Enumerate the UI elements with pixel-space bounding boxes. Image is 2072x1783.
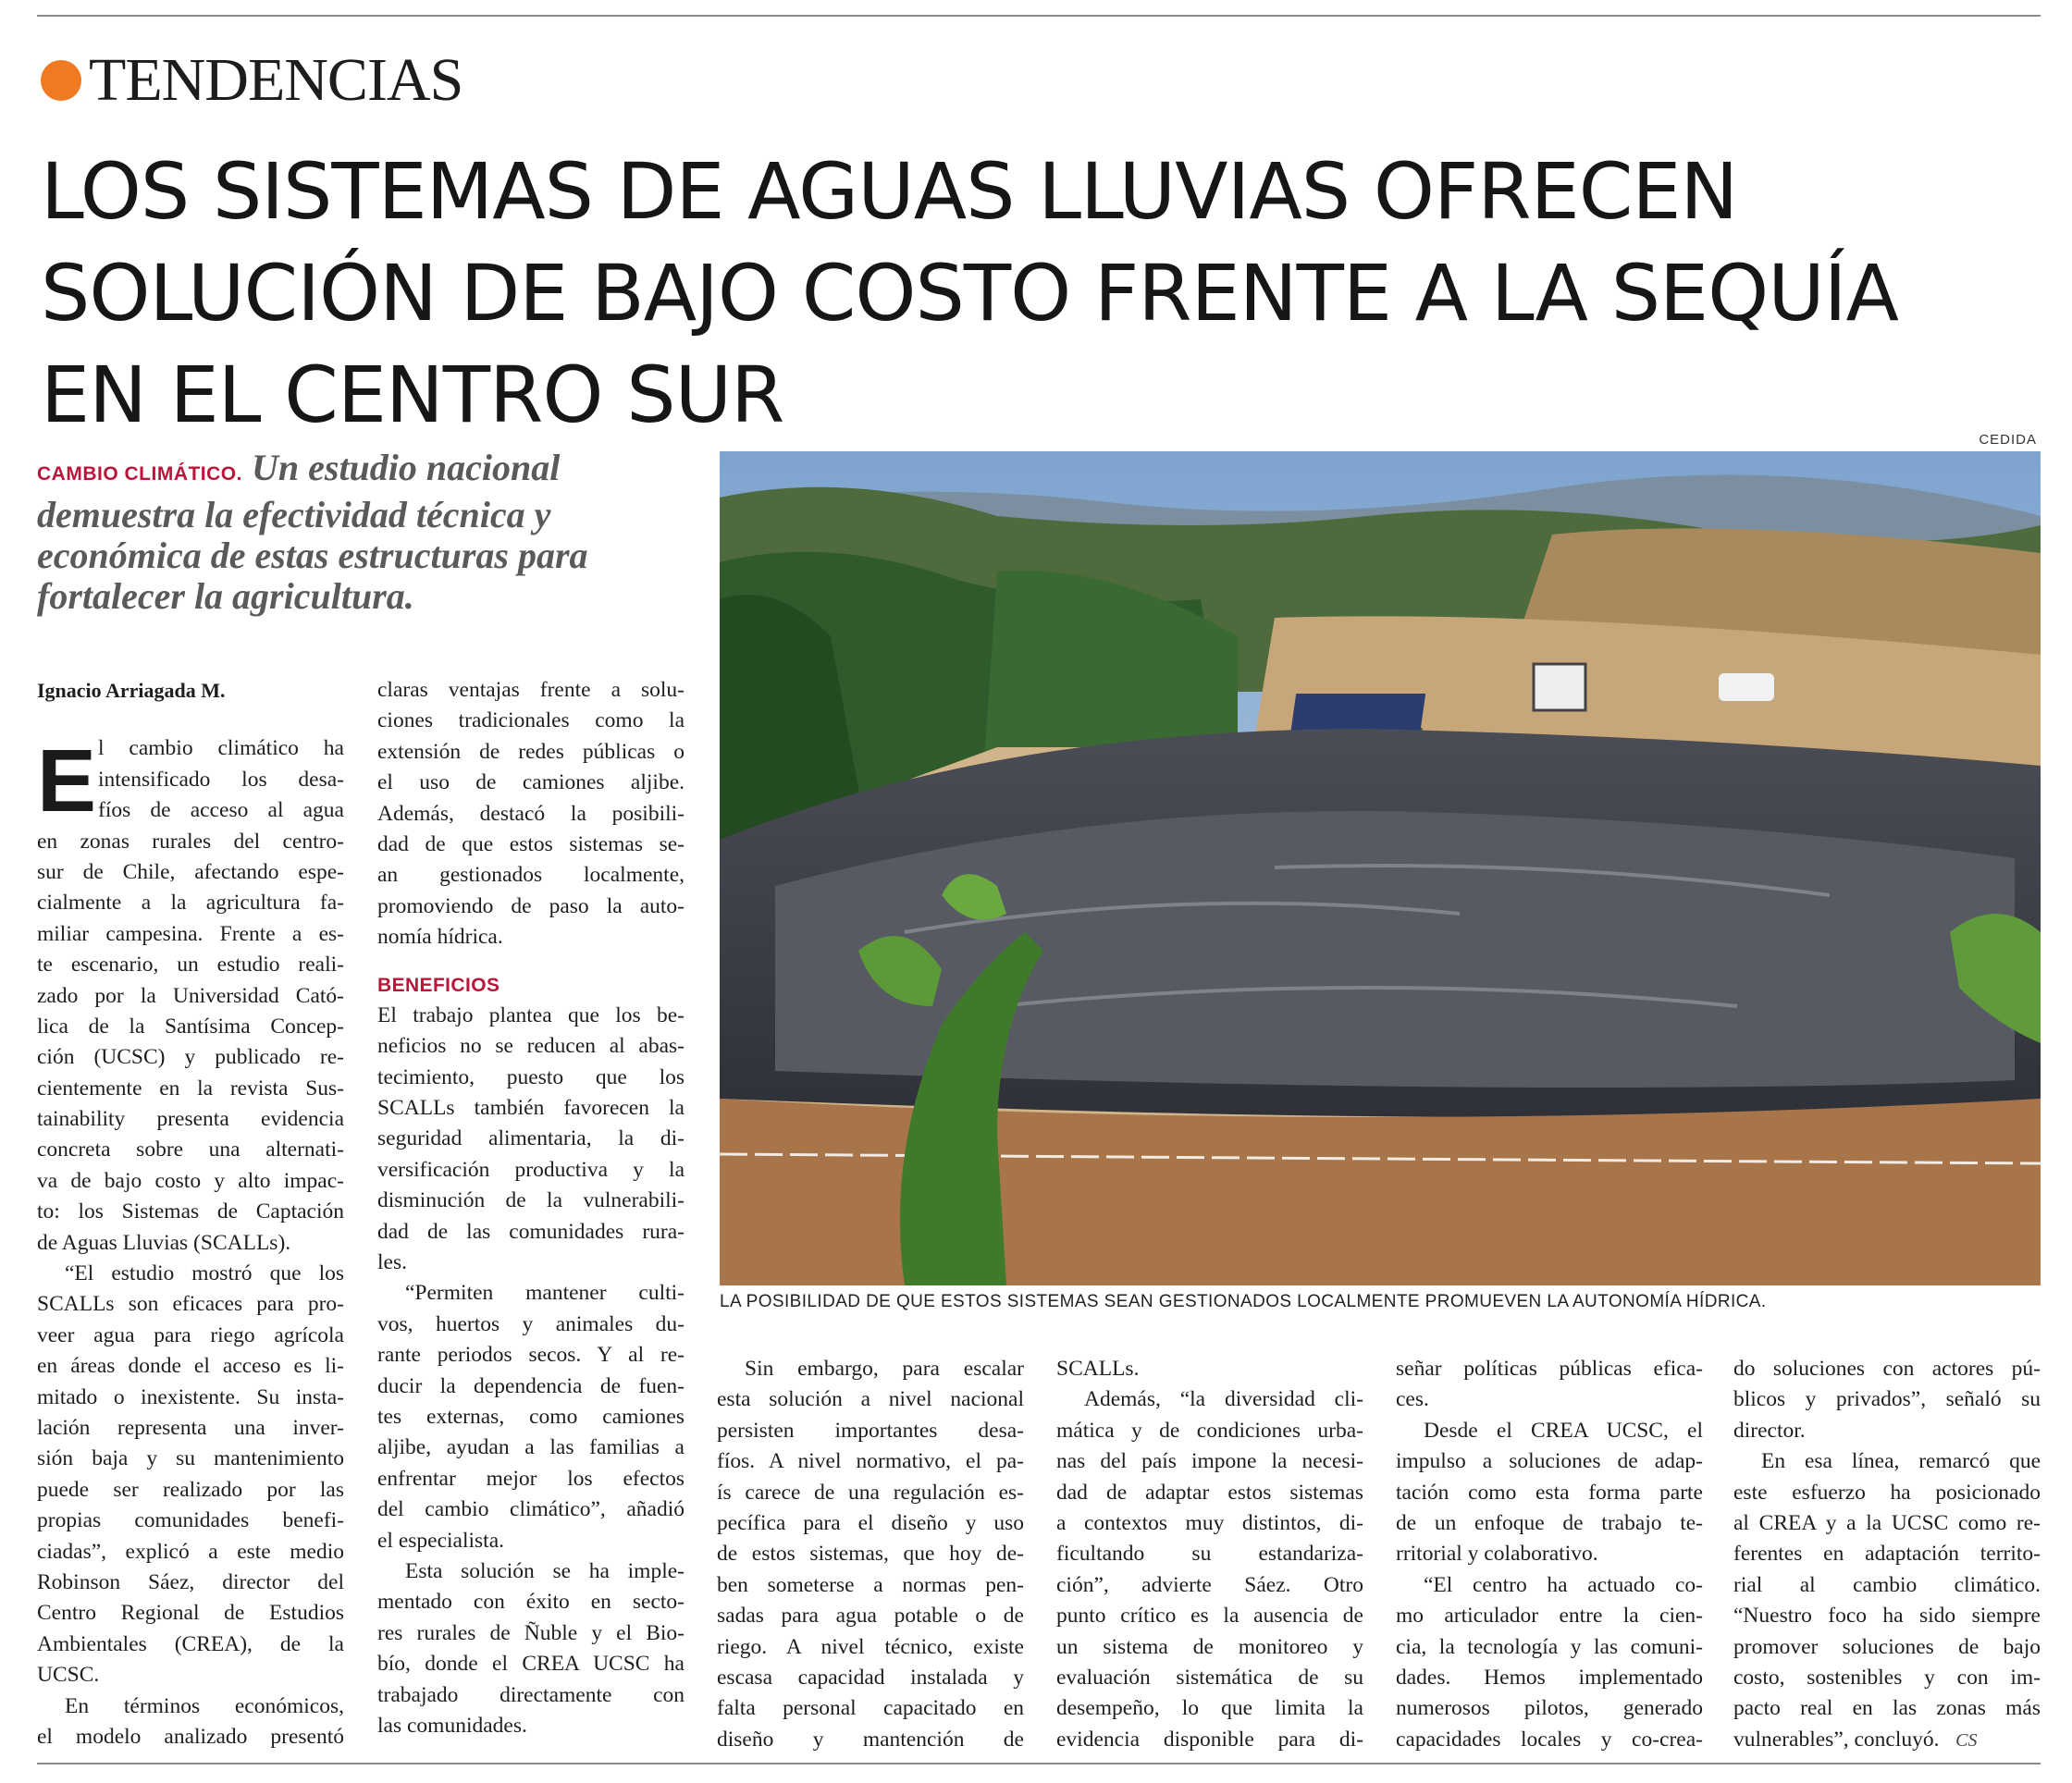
text-line: cialmente a la agricultura fa- <box>37 891 344 916</box>
headline-line: LOS SISTEMAS DE AGUAS LLUVIAS OFRECEN <box>41 146 1738 237</box>
text-line: este esfuerzo ha posicionado <box>1733 1480 2041 1505</box>
text-line: enfrentar mejor los efectos <box>377 1466 684 1491</box>
text-line: claras ventajas frente a solu- <box>377 678 684 702</box>
text-line: mática y de condiciones urba- <box>1056 1418 1363 1443</box>
text-line: costo, sostenibles y con im- <box>1733 1665 2041 1690</box>
deck-kicker: CAMBIO CLIMÁTICO. <box>37 463 242 485</box>
article-column-1 <box>37 675 344 1752</box>
reservoir-illustration <box>720 451 2041 1285</box>
text-line: ís carece de una regulación es- <box>717 1480 1024 1505</box>
text-line: persisten importantes desa- <box>717 1418 1024 1443</box>
text-line: El trabajo plantea que los be- <box>377 1002 684 1027</box>
photo-caption: LA POSIBILIDAD DE QUE ESTOS SISTEMAS SEAN GESTIONADOS LOCALMENTE PROMUEVEN LA AUTONOMÍA HÍDRICA. <box>720 1292 1767 1311</box>
text-line: nomía hídrica. <box>377 925 503 950</box>
article-column-4 <box>1056 1354 1363 1755</box>
text-line: sur de Chile, afectando espe- <box>37 859 344 884</box>
text-line: versificación productiva y la <box>377 1157 684 1182</box>
text-line: ces. <box>1396 1387 1429 1412</box>
text-line: Sin embargo, para escalar <box>745 1357 1024 1381</box>
text-line: pacto real en las zonas más <box>1733 1696 2041 1721</box>
text-line: ducir la dependencia de fuen- <box>377 1373 684 1398</box>
text-line: bío, donde el CREA UCSC ha <box>377 1652 684 1677</box>
text-line: extensión de redes públicas o <box>377 739 684 764</box>
drop-cap: E <box>37 732 97 831</box>
text-line: En términos económicos, <box>65 1693 344 1718</box>
text-line: cientemente en la revista Sus- <box>37 1076 344 1101</box>
text-line: punto crítico es la ausencia de <box>1056 1604 1363 1629</box>
text-line: Ambientales (CREA), de la <box>37 1631 344 1656</box>
photo-credit: CEDIDA <box>1979 432 2037 448</box>
text-line: intensificado los desa- <box>98 767 344 792</box>
text-line: “Nuestro foco ha sido siempre <box>1733 1604 2041 1629</box>
bottom-rule <box>37 1763 2041 1765</box>
section-tag <box>41 48 462 113</box>
text-line: evidencia disponible para di- <box>1056 1727 1363 1752</box>
text-line: capacidades locales y co-crea- <box>1396 1727 1703 1752</box>
text-line: ción”, advierte Sáez. Otro <box>1056 1572 1363 1597</box>
text-line: mentado con éxito en secto- <box>377 1590 684 1615</box>
text-line: ciadas”, explicó a este medio <box>37 1539 344 1564</box>
deck-text: Un estudio nacional demuestra la efectividad técnica y económica de estas estructuras para fortalecer la agricultura. <box>37 447 588 617</box>
text-line: lica de la Santísima Concep- <box>37 1014 344 1039</box>
text-line: pecífica para el diseño y uso <box>717 1510 1024 1535</box>
text-line: tecimiento, puesto que los <box>377 1064 684 1089</box>
text-line: promover soluciones de bajo <box>1733 1634 2041 1659</box>
text-line: de estos sistemas, que hoy de- <box>717 1542 1024 1567</box>
text-line: veer agua para riego agrícola <box>37 1322 344 1347</box>
text-line: diseño y mantención de <box>717 1727 1024 1752</box>
text-line: sadas para agua potable o de <box>717 1604 1024 1629</box>
text-line: mitado o inexistente. Su insta- <box>37 1384 344 1409</box>
article-column-2 <box>377 675 684 1741</box>
text-line: rial al cambio climático. <box>1733 1572 2041 1597</box>
text-line: desempeño, lo que limita la <box>1056 1696 1363 1721</box>
top-rule <box>37 15 2041 17</box>
text-line: miliar campesina. Frente a es- <box>37 921 344 946</box>
text-line: al CREA y a la UCSC como re- <box>1733 1510 2041 1535</box>
article-photo <box>720 451 2041 1285</box>
text-line: vos, huertos y animales du- <box>377 1311 684 1336</box>
text-line: “El estudio mostró que los <box>65 1261 344 1286</box>
byline: Ignacio Arriagada M. <box>37 679 226 702</box>
headline-line: EN EL CENTRO SUR <box>41 350 784 440</box>
text-line: SCALLs también favorecen la <box>377 1096 684 1121</box>
text-line: Esta solución se ha imple- <box>405 1558 684 1583</box>
text-line: vulnerables”, concluyó. <box>1733 1727 1940 1752</box>
end-mark-icon: CS <box>1955 1729 1978 1751</box>
text-line: trabajado directamente con <box>377 1682 684 1707</box>
text-line: en zonas rurales del centro- <box>37 829 344 854</box>
text-line: el modelo analizado presentó <box>37 1724 344 1749</box>
text-line: el especialista. <box>377 1528 505 1553</box>
text-line: “Permiten mantener culti- <box>405 1281 684 1306</box>
text-line: ben someterse a normas pen- <box>717 1572 1024 1597</box>
text-line: dad de las comunidades rura- <box>377 1219 684 1244</box>
text-line: de Aguas Lluvias (SCALLs). <box>37 1230 291 1255</box>
text-line: dad de que estos sistemas se- <box>377 831 684 856</box>
section-label: TENDENCIAS <box>89 46 463 114</box>
text-line: ción (UCSC) y publicado re- <box>37 1045 344 1070</box>
text-line: Centro Regional de Estudios <box>37 1601 344 1626</box>
text-line: dad de adaptar estos sistemas <box>1056 1480 1363 1505</box>
text-line: fíos de acceso al agua <box>98 798 344 823</box>
text-line: del cambio climático”, añadió <box>377 1497 684 1522</box>
text-line: tación como esta forma parte <box>1396 1480 1703 1505</box>
text-line: lación representa una inver- <box>37 1416 344 1440</box>
text-line: un sistema de monitoreo y <box>1056 1634 1363 1659</box>
text-line: to: los Sistemas de Captación <box>37 1199 344 1224</box>
text-line: Robinson Sáez, director del <box>37 1569 344 1594</box>
text-line: sión baja y su mantenimiento <box>37 1446 344 1471</box>
text-line: concreta sobre una alternati- <box>37 1137 344 1162</box>
text-line: de un enfoque de trabajo te- <box>1396 1510 1703 1535</box>
article-column-5 <box>1396 1354 1703 1755</box>
text-line: a contextos muy distintos, di- <box>1056 1510 1363 1535</box>
text-line: tes externas, como camiones <box>377 1405 684 1429</box>
text-line: escasa capacidad instalada y <box>717 1665 1024 1690</box>
text-line: evaluación sistemática de su <box>1056 1665 1363 1690</box>
text-line: tainability presenta evidencia <box>37 1107 344 1132</box>
text-line: va de bajo costo y alto impac- <box>37 1168 344 1193</box>
text-line: puede ser realizado por las <box>37 1477 344 1502</box>
text-line: el uso de camiones aljibe. <box>377 770 684 795</box>
text-line: riego. A nivel técnico, existe <box>717 1634 1024 1659</box>
headline <box>41 141 2048 446</box>
text-line: rante periodos secos. Y al re- <box>377 1343 684 1368</box>
text-line: seguridad alimentaria, la di- <box>377 1126 684 1151</box>
article-column-3 <box>717 1354 1024 1755</box>
text-line: esta solución a nivel nacional <box>717 1387 1024 1412</box>
text-line: Desde el CREA UCSC, el <box>1424 1418 1703 1443</box>
text-line: Además, destacó la posibili- <box>377 801 684 826</box>
text-line: ciones tradicionales como la <box>377 708 684 733</box>
text-line: En esa línea, remarcó que <box>1761 1449 2041 1474</box>
text-line: do soluciones con actores pú- <box>1733 1357 2041 1381</box>
text-line: propias comunidades benefi- <box>37 1508 344 1533</box>
text-line: UCSC. <box>37 1663 100 1688</box>
text-line: señar políticas públicas efica- <box>1396 1357 1703 1381</box>
text-line: aljibe, ayudan a las familias a <box>377 1435 684 1460</box>
text-line: les. <box>377 1250 407 1275</box>
text-line: te escenario, un estudio reali- <box>37 953 344 978</box>
text-line: director. <box>1733 1418 1806 1443</box>
text-line: “El centro ha actuado co- <box>1424 1572 1703 1597</box>
text-line: disminución de la vulnerabili- <box>377 1188 684 1213</box>
text-line: l cambio climático ha <box>98 736 344 761</box>
text-line: falta personal capacitado en <box>717 1696 1024 1721</box>
text-line: dades. Hemos implementado <box>1396 1665 1703 1690</box>
headline-line: SOLUCIÓN DE BAJO COSTO FRENTE A LA SEQUÍA <box>41 248 1898 338</box>
text-line: en áreas donde el acceso es li- <box>37 1354 344 1379</box>
text-line: mo articulador entre la cien- <box>1396 1604 1703 1629</box>
text-line: SCALLs son eficaces para pro- <box>37 1292 344 1317</box>
text-line: neficios no se reducen al abas- <box>377 1034 684 1059</box>
article-column-6 <box>1733 1354 2041 1755</box>
text-line: Además, “la diversidad cli- <box>1084 1387 1363 1412</box>
text-line: las comunidades. <box>377 1713 527 1738</box>
text-line: fíos. A nivel normativo, el pa- <box>717 1449 1024 1474</box>
text-line: impulso a soluciones de adap- <box>1396 1449 1703 1474</box>
text-line: zado por la Universidad Cató- <box>37 983 344 1008</box>
text-line: cia, la tecnología y las comuni- <box>1396 1634 1703 1659</box>
text-line: ferentes en adaptación territo- <box>1733 1542 2041 1567</box>
text-line: blicos y privados”, señaló su <box>1733 1387 2041 1412</box>
text-line: ficultando su estandariza- <box>1056 1542 1363 1567</box>
text-line: nas del país impone la necesi- <box>1056 1449 1363 1474</box>
text-line: numerosos pilotos, generado <box>1396 1696 1703 1721</box>
subhead-beneficios: BENEFICIOS <box>377 974 500 996</box>
section-dot-icon <box>41 60 81 101</box>
text-line: an gestionados localmente, <box>377 863 684 888</box>
text-line: promoviendo de paso la auto- <box>377 893 684 918</box>
text-line: rritorial y colaborativo. <box>1396 1542 1598 1567</box>
deck <box>37 448 666 617</box>
text-line: res rurales de Ñuble y el Bio- <box>377 1620 684 1645</box>
text-line: SCALLs. <box>1056 1357 1140 1381</box>
